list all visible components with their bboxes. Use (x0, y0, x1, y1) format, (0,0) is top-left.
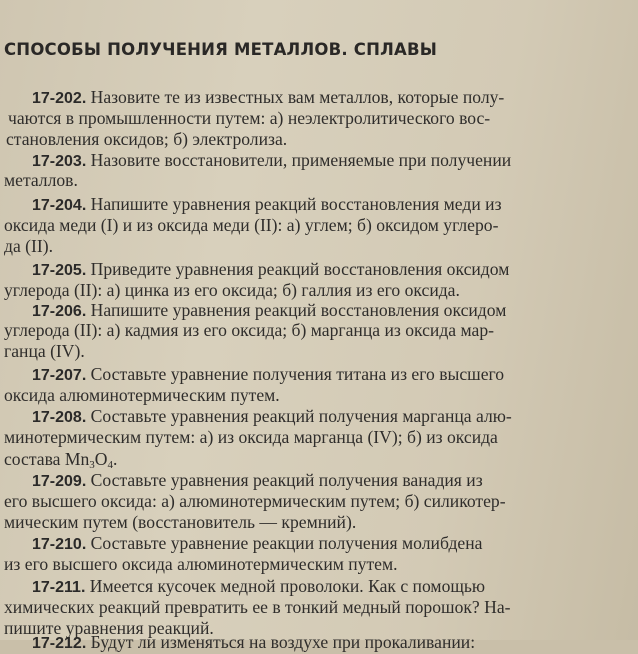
problem-text: Напишите уравнения реакций восстановления оксидом (90, 300, 507, 320)
problem-17-206-line-3: ганца (IV). (4, 341, 85, 361)
problem-17-211-line-2: химических реакций превратить ее в тонкий медный порошок? На- (4, 597, 511, 617)
problem-number: 17-203. (32, 153, 87, 170)
problem-number: 17-204. (32, 197, 87, 214)
problem-text: Назовите восстановители, применяемые при получении (90, 150, 512, 170)
problem-number: 17-210. (32, 536, 87, 553)
section-title: СПОСОБЫ ПОЛУЧЕНИЯ МЕТАЛЛОВ. СПЛАВЫ (4, 40, 438, 59)
problem-17-210-line-1 (32, 533, 482, 555)
problem-text: Составьте уравнения реакций получения ванадия из (90, 470, 483, 490)
problem-text: Будут ли изменяться на воздухе при прокаливании: (90, 632, 476, 652)
formula-text: . (113, 449, 118, 469)
formula-text: O (94, 449, 108, 469)
problem-number: 17-202. (32, 90, 87, 107)
problem-17-212-line-1 (32, 632, 475, 654)
problem-17-205-line-2: углерода (II): а) цинка из его оксида; б) галлия из его оксида. (4, 280, 460, 300)
problem-number: 17-207. (32, 367, 87, 384)
problem-17-207-line-1 (32, 364, 504, 386)
problem-17-210-line-2: из его высшего оксида алюминотермическим путем. (4, 554, 398, 574)
problem-17-202-line-3: становления оксидов; б) электролиза. (6, 129, 288, 149)
problem-17-209-line-1 (32, 470, 483, 492)
problem-17-204-line-3: да (II). (4, 236, 53, 256)
problem-17-208-line-2: минотермическим путем: а) из оксида марганца (IV); б) из оксида (4, 427, 498, 447)
problem-number: 17-208. (32, 409, 87, 426)
problem-number: 17-211. (32, 579, 86, 596)
formula-subscript: 3 (89, 459, 95, 471)
problem-17-208-line-1 (32, 406, 512, 428)
problem-17-203-line-1 (32, 150, 511, 172)
problem-text: Напишите уравнения реакций восстановления меди из (90, 194, 502, 214)
problem-17-209-line-3: мическим путем (восстановитель — кремний). (4, 512, 357, 532)
problem-17-206-line-1 (32, 300, 506, 322)
problem-17-204-line-2: оксида меди (I) и из оксида меди (II): а) углем; б) оксидом углеро- (4, 215, 499, 235)
problem-text: состава Mn (4, 449, 90, 469)
formula-subscript: 4 (107, 459, 114, 471)
problem-text: Приведите уравнения реакций восстановления оксидом (90, 259, 510, 279)
problem-text: Составьте уравнение получения титана из его высшего (90, 364, 505, 384)
problem-text: Составьте уравнения реакций получения марганца алю- (90, 406, 512, 426)
problem-17-209-line-2: его высшего оксида: а) алюминотермическим путем; б) силикотер- (4, 491, 506, 511)
problem-17-204-line-1 (32, 194, 502, 216)
problem-text: Имеется кусочек медной проволоки. Как с помощью (89, 576, 486, 596)
problem-17-203-line-2: металлов. (4, 170, 78, 190)
problem-17-202-line-2: чаются в промышленности путем: а) неэлектролитического вос- (8, 108, 491, 128)
problem-number: 17-209. (32, 473, 87, 490)
problem-number: 17-205. (32, 262, 87, 279)
problem-17-207-line-2: оксида алюминотермическим путем. (4, 385, 280, 405)
problem-17-211-line-3: пишите уравнения реакций. (4, 618, 214, 638)
problem-text: Назовите те из известных вам металлов, которые полу- (90, 87, 505, 107)
problem-text: Составьте уравнение реакции получения молибдена (90, 533, 483, 553)
problem-number: 17-206. (32, 303, 87, 320)
problem-17-205-line-1 (32, 259, 509, 281)
problem-17-211-line-1 (32, 576, 485, 598)
problem-number: 17-212. (32, 635, 87, 652)
problem-17-202-line-1 (32, 87, 504, 109)
problem-17-206-line-2: углерода (II): а) кадмия из его оксида; б) марганца из оксида мар- (4, 320, 494, 340)
